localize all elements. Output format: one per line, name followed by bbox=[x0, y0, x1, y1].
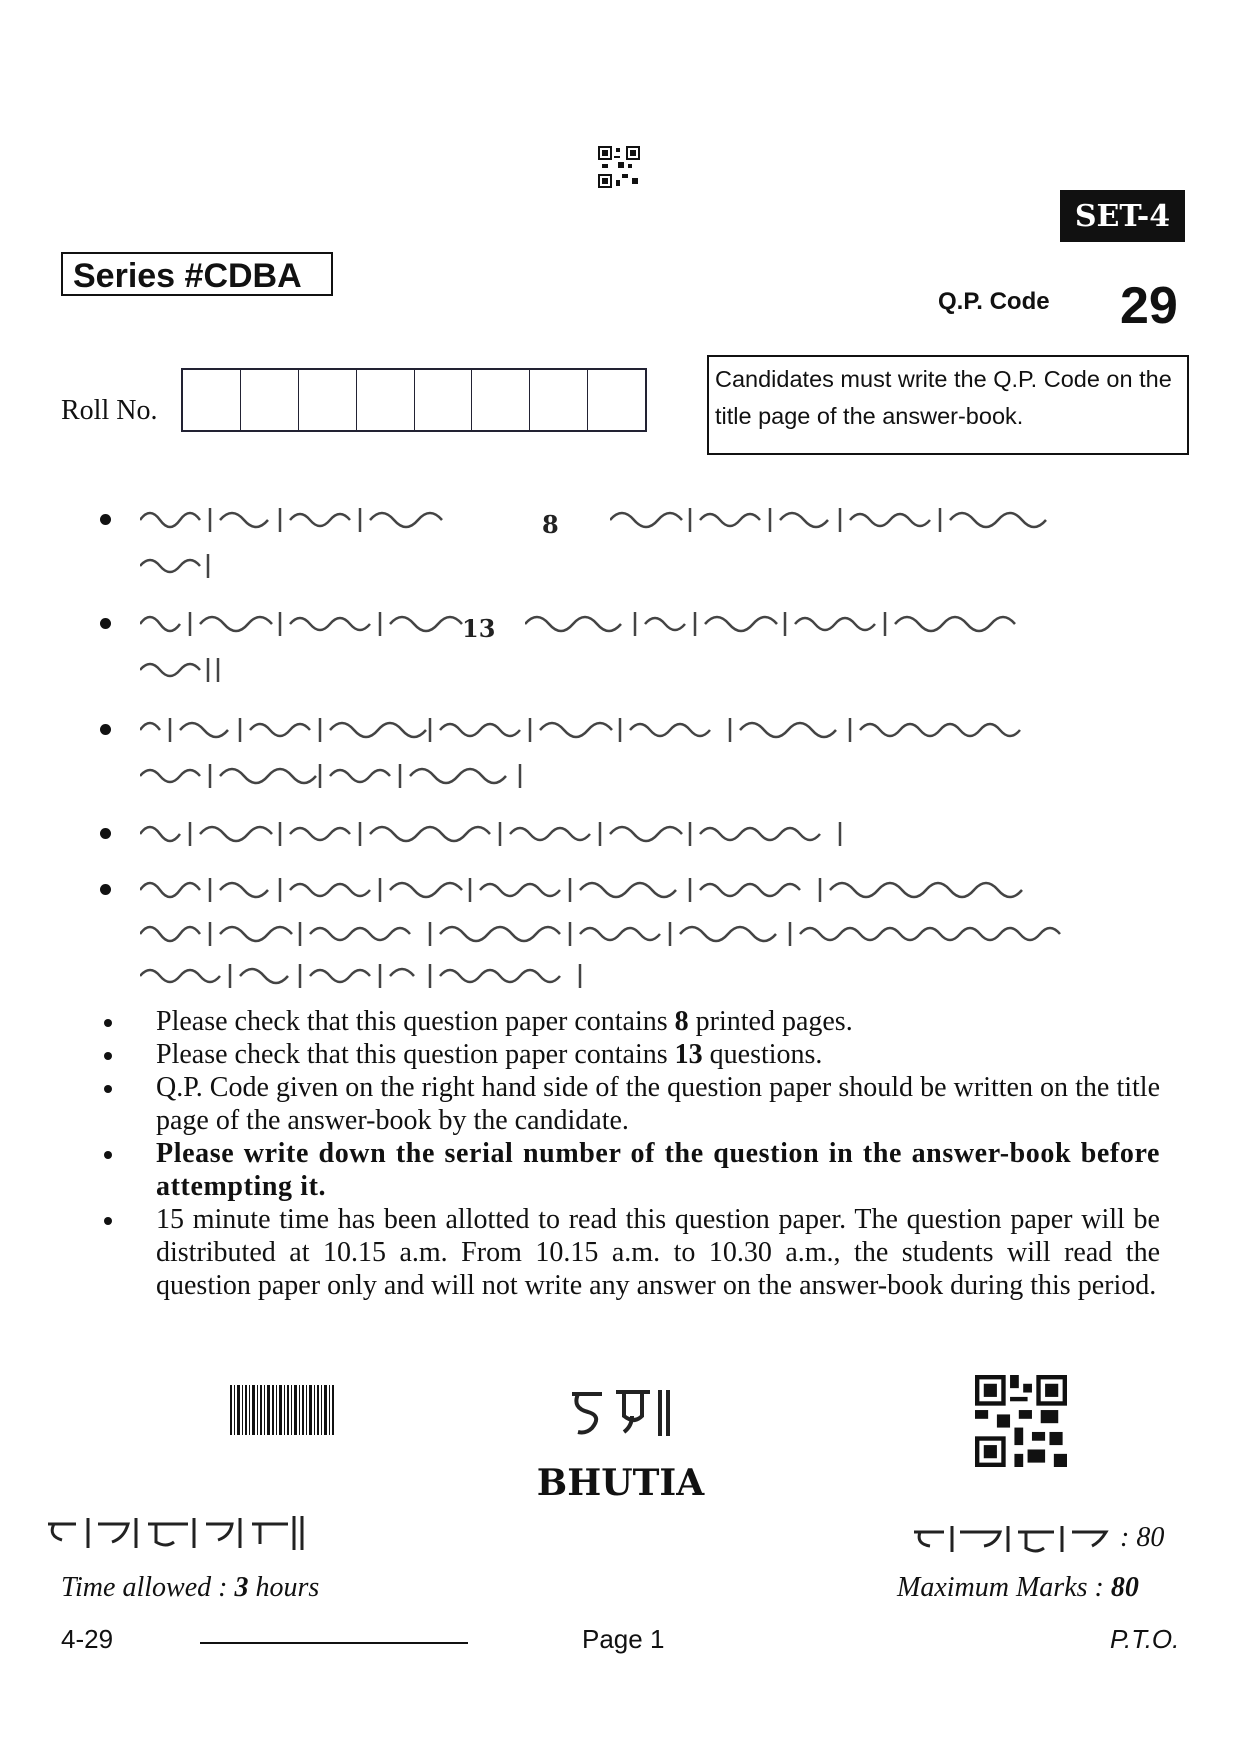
qr-code-top-icon bbox=[598, 146, 640, 188]
roll-no-cell[interactable] bbox=[241, 370, 299, 430]
subject-title: BHUTIA bbox=[536, 1462, 705, 1504]
bhutia-instruction-2 bbox=[100, 612, 1080, 692]
instruction-text: Please check that this question paper contains bbox=[156, 1006, 675, 1037]
english-instructions bbox=[100, 1005, 1160, 1302]
instruction-qp-code bbox=[100, 1071, 1160, 1137]
bullet-icon bbox=[100, 514, 111, 525]
instruction-text: 15 minute time has been allotted to read this question paper. The question paper will be distributed at 10.15 a.m. From 10.15 a.m. to 10.30 a.m., the students will read the question paper only and will not write any answer on the answer-book during this period. bbox=[156, 1204, 1160, 1301]
roll-no-cell[interactable] bbox=[183, 370, 241, 430]
qp-code-label: Q.P. Code bbox=[938, 288, 1050, 315]
roll-no-cell[interactable] bbox=[357, 370, 415, 430]
question-count: 13 bbox=[674, 1039, 703, 1070]
bhutia-page-count: 8 bbox=[542, 510, 559, 539]
instruction-text: printed pages. bbox=[688, 1006, 853, 1037]
tibetan-script-text bbox=[140, 758, 540, 792]
roll-no-cell[interactable] bbox=[472, 370, 530, 430]
bullet-icon bbox=[100, 618, 111, 629]
footer-paper-code: 4-29 bbox=[61, 1624, 114, 1654]
tibetan-script-text bbox=[140, 958, 600, 992]
series-label: Series #CDBA bbox=[61, 252, 333, 296]
footer-divider bbox=[200, 1642, 468, 1644]
roll-no-label: Roll No. bbox=[61, 395, 158, 426]
bullet-icon bbox=[100, 884, 111, 895]
bullet-icon bbox=[100, 724, 111, 735]
max-marks-value: 80 bbox=[1110, 1572, 1139, 1603]
qp-code-notice: Candidates must write the Q.P. Code on the title page of the answer-book. bbox=[707, 355, 1189, 455]
tibetan-script-text bbox=[140, 916, 1070, 950]
roll-no-cell[interactable] bbox=[415, 370, 473, 430]
instruction-text: Q.P. Code given on the right hand side of the question paper should be written on the title page of the answer-book by the candidate. bbox=[156, 1072, 1160, 1136]
tibetan-script-text bbox=[140, 652, 230, 686]
roll-no-cell[interactable] bbox=[588, 370, 645, 430]
instruction-text: questions. bbox=[702, 1039, 823, 1070]
time-allowed bbox=[61, 1572, 319, 1604]
time-allowed-unit: hours bbox=[248, 1572, 320, 1603]
bhutia-instruction-5 bbox=[100, 878, 1080, 998]
roll-no-cell[interactable] bbox=[299, 370, 357, 430]
max-marks-tibetan bbox=[912, 1522, 1112, 1556]
instruction-text: Please check that this question paper contains bbox=[156, 1039, 675, 1070]
tibetan-script-text bbox=[140, 606, 500, 640]
instruction-serial-number bbox=[100, 1137, 1160, 1203]
instruction-reading-time bbox=[100, 1203, 1160, 1302]
roll-no-cell[interactable] bbox=[530, 370, 588, 430]
tibetan-script-text bbox=[140, 872, 1070, 906]
maximum-marks bbox=[897, 1572, 1139, 1604]
bullet-icon bbox=[104, 1217, 112, 1225]
tibetan-script-text bbox=[140, 502, 470, 536]
tibetan-script-text bbox=[610, 502, 1070, 536]
bullet-icon bbox=[104, 1151, 112, 1159]
bullet-icon bbox=[100, 828, 111, 839]
bullet-icon bbox=[104, 1085, 112, 1093]
tibetan-script-text bbox=[140, 816, 860, 850]
subject-title-tibetan bbox=[566, 1380, 676, 1444]
bhutia-question-count: 13 bbox=[462, 614, 496, 643]
max-marks-label: Maximum Marks : bbox=[897, 1572, 1111, 1603]
tibetan-script-text bbox=[140, 712, 1070, 746]
time-allowed-value: 3 bbox=[234, 1572, 249, 1603]
instruction-questions bbox=[100, 1038, 1160, 1071]
time-allowed-tibetan bbox=[44, 1512, 314, 1554]
page-count: 8 bbox=[674, 1006, 689, 1037]
tibetan-script-text bbox=[525, 606, 1065, 640]
footer-pto: P.T.O. bbox=[1110, 1624, 1180, 1654]
footer-page-number: Page 1 bbox=[582, 1624, 665, 1654]
qp-code-value: 29 bbox=[1120, 277, 1178, 335]
instruction-text: Please write down the serial number of the question in the answer-book before attempting it. bbox=[156, 1138, 1160, 1202]
bhutia-instruction-4 bbox=[100, 822, 1080, 862]
bullet-icon bbox=[104, 1019, 112, 1027]
time-allowed-label: Time allowed : bbox=[61, 1572, 235, 1603]
bhutia-instruction-3 bbox=[100, 718, 1080, 798]
bhutia-instruction-1 bbox=[100, 508, 1080, 588]
roll-no-boxes[interactable] bbox=[181, 368, 647, 432]
instruction-pages bbox=[100, 1005, 1160, 1038]
bullet-icon bbox=[104, 1052, 112, 1060]
max-marks-tibetan-value: : 80 bbox=[1120, 1522, 1165, 1553]
set-badge: SET-4 bbox=[1060, 190, 1185, 242]
barcode-icon bbox=[230, 1385, 334, 1435]
qr-code-bottom-icon bbox=[975, 1375, 1067, 1467]
tibetan-script-text bbox=[140, 548, 220, 582]
